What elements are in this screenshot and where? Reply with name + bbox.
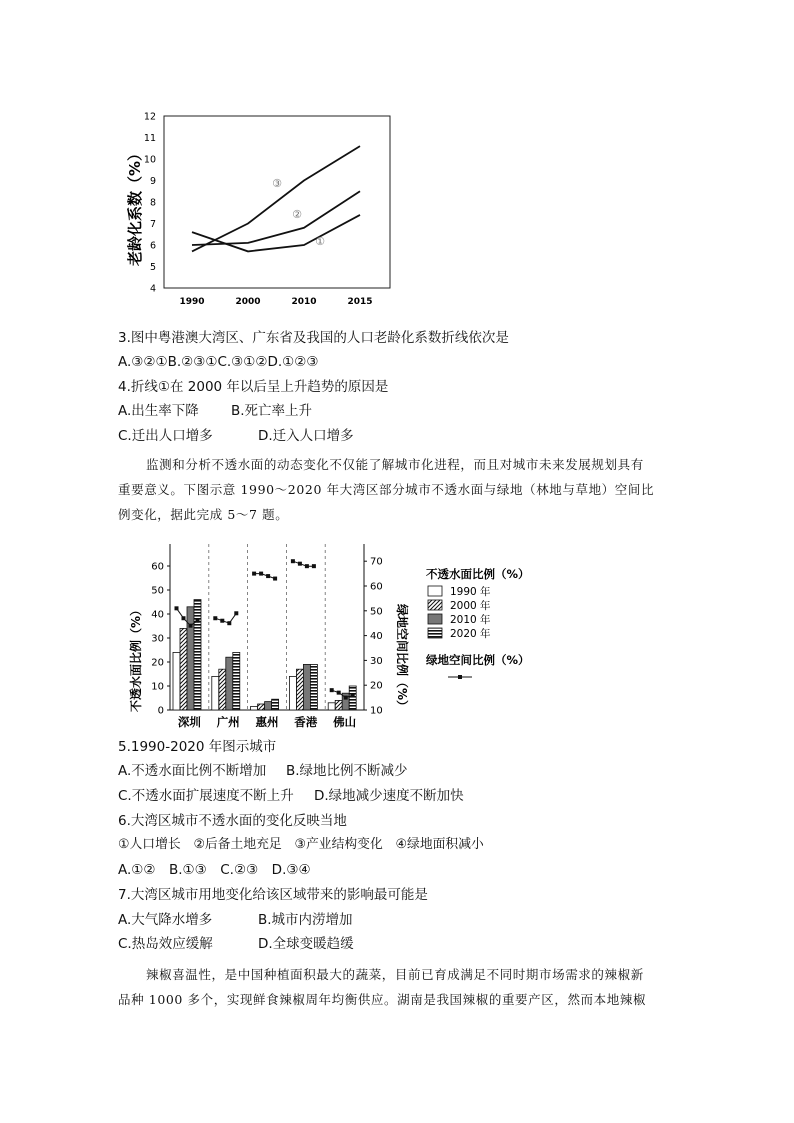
impervious-green-chart: [120, 540, 540, 735]
passage-1-line-2: 重要意义。下图示意 1990～2020 年大湾区部分城市不透水面与绿地（林地与草地）空间比: [118, 482, 655, 497]
bar: [219, 669, 226, 710]
option-b: B.绿地比例不断减少: [286, 763, 408, 779]
right-tick-label: 30: [370, 655, 383, 667]
question-7-stem: 7.大湾区城市用地变化给该区域带来的影响最可能是: [118, 887, 428, 903]
series-label: ②: [292, 208, 302, 221]
green-marker: [298, 562, 302, 566]
option-b: B.死亡率上升: [231, 403, 313, 419]
left-tick-label: 20: [151, 657, 164, 669]
green-marker: [337, 691, 341, 695]
right-tick-label: 10: [370, 705, 383, 717]
right-tick-label: 40: [370, 631, 383, 643]
legend-swatch: [428, 628, 442, 638]
green-line: [254, 574, 275, 579]
green-marker: [227, 621, 231, 625]
question-3-stem: 3.图中粤港澳大湾区、广东省及我国的人口老龄化系数折线依次是: [118, 330, 509, 346]
bar: [212, 676, 219, 710]
chart-legend: [425, 567, 530, 679]
right-tick-label: 60: [370, 581, 383, 593]
green-marker: [351, 693, 355, 697]
series-line: [192, 215, 360, 252]
option-b: B.城市内涝增加: [258, 912, 353, 928]
category-label: 惠州: [255, 715, 279, 729]
option-a: A.出生率下降: [118, 403, 199, 419]
legend-label: 1990 年: [450, 586, 491, 598]
bar: [265, 702, 272, 710]
y-tick-label: 5: [149, 262, 156, 273]
left-axis-label: 不透水面比例（%）: [129, 603, 143, 713]
green-marker: [252, 572, 256, 576]
left-tick-label: 0: [157, 705, 164, 717]
series-lines: [192, 146, 360, 251]
option-c: C.不透水面扩展速度不断上升: [118, 788, 294, 804]
legend-swatch: [428, 586, 442, 596]
green-marker: [266, 574, 270, 578]
green-marker: [189, 624, 193, 628]
y-tick-label: 9: [149, 176, 156, 187]
green-marker: [220, 619, 224, 623]
bars: [173, 600, 356, 710]
x-tick-label: 2010: [291, 297, 317, 307]
green-marker: [234, 611, 238, 615]
green-marker: [312, 564, 316, 568]
bar: [226, 657, 233, 710]
question-6-items: ①人口增长 ②后备土地充足 ③产业结构变化 ④绿地面积减小: [118, 837, 484, 852]
x-tick-label: 2015: [347, 297, 373, 307]
passage-2-line-1: 辣椒喜温性，是中国种植面积最大的蔬菜，目前已育成满足不同时期市场需求的辣椒新: [146, 967, 644, 982]
green-marker: [305, 564, 309, 568]
green-marker: [182, 616, 186, 620]
passage-1-line-3: 例变化，据此完成 5～7 题。: [118, 507, 289, 522]
left-tick-label: 60: [151, 561, 164, 573]
question-4-option-row1: [118, 401, 312, 421]
category-labels: [178, 715, 356, 729]
bar: [328, 703, 335, 710]
bar: [187, 607, 194, 710]
left-tick-label: 40: [151, 609, 164, 621]
legend-swatch: [428, 614, 442, 624]
y-tick-label: 4: [149, 283, 156, 295]
bar: [251, 706, 258, 710]
series-line: [192, 191, 360, 245]
left-tick-label: 30: [151, 633, 164, 645]
green-marker: [291, 559, 295, 563]
y-tick-label: 12: [143, 111, 156, 123]
question-6-options: A.①② B.①③ C.②③ D.③④: [118, 862, 311, 878]
green-line: [215, 613, 236, 623]
question-7-option-row1: [118, 910, 353, 930]
bar: [296, 669, 303, 710]
legend-title: 不透水面比例（%）: [426, 567, 530, 581]
green-marker: [259, 572, 263, 576]
question-7-option-row2: [118, 934, 354, 954]
question-5-option-row2: [118, 786, 464, 806]
option-d: D.绿地减少速度不断加快: [314, 788, 464, 804]
right-tick-label: 70: [370, 556, 383, 568]
x-tick-label: 1990: [179, 297, 205, 307]
y-tick-label: 6: [149, 240, 156, 252]
question-4-option-row2: [118, 426, 354, 446]
bar: [194, 600, 201, 710]
bar: [289, 676, 296, 710]
question-3-options: A.③②①B.②③①C.③①②D.①②③: [118, 354, 319, 370]
category-label: 佛山: [333, 715, 357, 729]
y-axis-label: 老龄化系数（%）: [126, 145, 144, 267]
green-lines: [175, 559, 355, 699]
question-6-stem: 6.大湾区城市不透水面的变化反映当地: [118, 813, 347, 829]
question-5-option-row1: [118, 761, 408, 781]
legend-swatch: [428, 600, 442, 610]
series-label: ①: [315, 235, 325, 248]
green-marker: [273, 577, 277, 581]
passage-2-line-2: 品种 1000 多个，实现鲜食辣椒周年均衡供应。湖南是我国辣椒的重要产区，然而本地辣椒: [118, 992, 647, 1007]
y-tick-label: 11: [143, 133, 156, 144]
y-tick-label: 8: [149, 197, 156, 209]
green-marker: [213, 616, 217, 620]
legend-label: 2010 年: [450, 614, 491, 626]
category-label: 深圳: [177, 715, 201, 729]
right-tick-label: 20: [370, 680, 383, 692]
bar: [173, 652, 180, 710]
option-a: A.大气降水增多: [118, 912, 213, 928]
right-tick-label: 50: [370, 606, 383, 618]
option-d: D.全球变暖趋缓: [258, 936, 354, 952]
bar: [303, 664, 310, 710]
legend-green: 绿地空间比例（%）: [426, 653, 530, 667]
bar: [258, 704, 265, 710]
category-label: 广州: [216, 715, 240, 729]
question-5-stem: 5.1990-2020 年图示城市: [118, 739, 277, 755]
legend-items: [428, 585, 491, 640]
question-4-stem: 4.折线①在 2000 年以后呈上升趋势的原因是: [118, 379, 389, 395]
left-tick-label: 10: [151, 681, 164, 693]
option-c: C.热岛效应缓解: [118, 936, 213, 952]
right-axis-label: 绿地空间比例（%）: [395, 603, 409, 713]
legend-label: 2020 年: [450, 628, 491, 640]
bar: [335, 700, 342, 710]
green-marker: [330, 688, 334, 692]
series-label: ③: [272, 177, 282, 190]
legend-label: 2000 年: [450, 600, 491, 612]
green-marker: [344, 696, 348, 700]
aging-line-chart: [120, 108, 400, 313]
option-c: C.迁出人口增多: [118, 428, 213, 444]
passage-1-line-1: 监测和分析不透水面的动态变化不仅能了解城市化进程，而且对城市未来发展规划具有: [146, 457, 644, 472]
green-marker: [196, 619, 200, 623]
bar: [349, 686, 356, 710]
legend-green-marker: [458, 675, 462, 679]
green-marker: [175, 606, 179, 610]
x-axis-ticks: [179, 297, 372, 307]
option-d: D.迁入人口增多: [258, 428, 354, 444]
x-tick-label: 2000: [235, 297, 261, 307]
y-tick-label: 7: [149, 219, 156, 230]
y-tick-label: 10: [143, 154, 156, 166]
bar: [233, 652, 240, 710]
left-tick-label: 50: [151, 585, 164, 597]
y-axis-ticks: [144, 112, 156, 295]
green-line: [293, 561, 314, 566]
bar: [272, 699, 279, 710]
category-label: 香港: [294, 715, 318, 729]
bar: [180, 628, 187, 710]
option-a: A.不透水面比例不断增加: [118, 763, 267, 779]
bar: [310, 664, 317, 710]
